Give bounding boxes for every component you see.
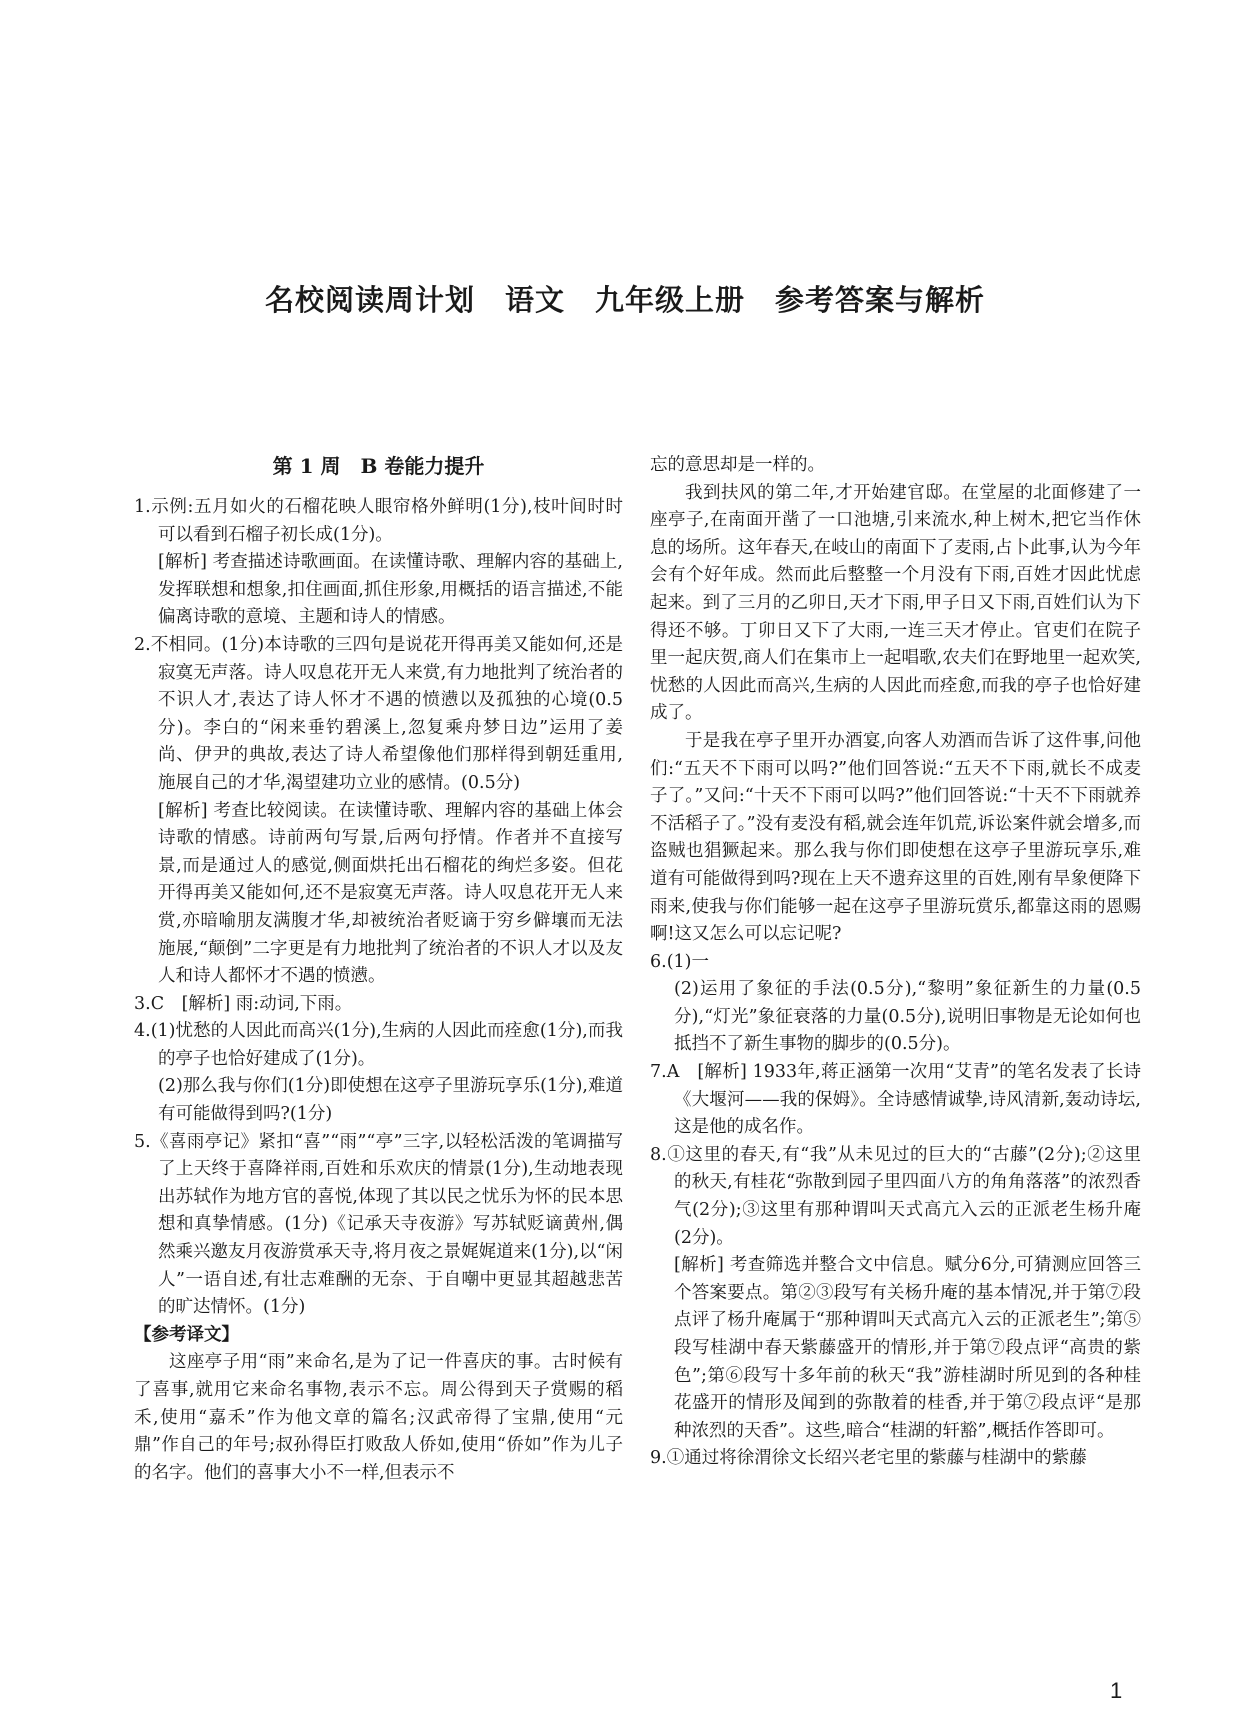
reference-translation-continuation: 忘的意思却是一样的。 bbox=[650, 455, 825, 475]
question-7-answer: 7.A [解析] 1933年,蒋正涵第一次用“艾青”的笔名发表了长诗《大堰河——我的保姆》。全诗感情诚挚,诗风清新,轰动诗坛,这是他的成名作。 bbox=[650, 1062, 1141, 1138]
week-title: 第 1 周 B 卷能力提升 bbox=[272, 454, 485, 478]
question-1-analysis: [解析] 考查描述诗歌画面。在读懂诗歌、理解内容的基础上,发挥联想和想象,扣住画面,抓住形象,用概括的语言描述,不能偏离诗歌的意境、主题和诗人的情感。 bbox=[158, 552, 623, 628]
question-6-part-1: 6.(1)一 bbox=[650, 951, 709, 972]
reference-translation-paragraph-2: 我到扶风的第二年,才开始建官邸。在堂屋的北面修建了一座亭子,在南面开凿了一口池塘,引来流水,种上树木,把它当作休息的场所。这年春天,在岐山的南面下了麦雨,占卜此事,认为今年会有个好年成。然而此后整整一个月没有下雨,百姓才因此忧虑起来。到了三月的乙卯日,天才下雨,甲子日又下雨,百姓们认为下得还不够。丁卯日又下了大雨,一连三天才停止。官吏们在院子里一起庆贺,商人们在集市上一起唱歌,农夫们在野地里一起欢笑,忧愁的人因此而高兴,生病的人因此而痊愈,而我的亭子也恰好建成了。 bbox=[650, 482, 1141, 724]
reference-translation-paragraph-1: 这座亭子用“雨”来命名,是为了记一件喜庆的事。古时候有了喜事,就用它来命名事物,表示不忘。周公得到天子赏赐的稻禾,使用“嘉禾”作为他文章的篇名;汉武帝得了宝鼎,使用“元鼎”作自己的年号;叔孙得臣打败敌人侨如,使用“侨如”作为儿子的名字。他们的喜事大小不一样,但表示不 bbox=[134, 1352, 623, 1483]
question-8-analysis: [解析] 考查筛选并整合文中信息。赋分6分,可猜测应回答三个答案要点。第②③段写有关杨升庵的基本情况,并于第⑦段点评了杨升庵属于“那种谓叫天式高亢入云的正派老生”;第⑤段写桂湖中春天紫藤盛开的情形,并于第⑦段点评“高贵的紫色”;第⑥段写十多年前的秋天“我”游桂湖时所见到的各种桂花盛开的情形及闻到的弥散着的桂香,并于第⑦段点评“是那种浓烈的天香”。这些,暗合“桂湖的轩豁”,概括作答即可。 bbox=[674, 1255, 1141, 1441]
question-3-answer: 3.C [解析] 雨:动词,下雨。 bbox=[134, 993, 353, 1014]
question-6-part-2: (2)运用了象征的手法(0.5分),“黎明”象征新生的力量(0.5分),“灯光”象征衰落的力量(0.5分),说明旧事物是无论如何也抵挡不了新生事物的脚步的(0.5分)。 bbox=[674, 979, 1141, 1055]
question-9-answer: 9.①通过将徐渭徐文长绍兴老宅里的紫藤与桂湖中的紫藤 bbox=[650, 1448, 1087, 1469]
question-4-part-2: (2)那么我与你们(1分)即使想在这亭子里游玩享乐(1分),难道有可能做得到吗?(1分) bbox=[158, 1076, 623, 1125]
reference-translation-paragraph-3: 于是我在亭子里开办酒宴,向客人劝酒而告诉了这件事,问他们:“五天不下雨可以吗?”他们回答说:“五天不下雨,就长不成麦子了。”又问:“十天不下雨可以吗?”他们回答说:“十天不下雨就养不活稻子了。”没有麦没有稻,就会连年饥荒,诉讼案件就会增多,而盗贼也猖獗起来。那么我与你们即使想在这亭子里游玩享乐,难道有可能做得到吗?现在上天不遗弃这里的百姓,刚有旱象便降下雨来,使我与你们能够一起在这亭子里游玩赏乐,都靠这雨的恩赐啊!这又怎么可以忘记呢? bbox=[650, 730, 1141, 945]
question-4-part-1: 4.(1)忧愁的人因此而高兴(1分),生病的人因此而痊愈(1分),而我的亭子也恰好建成了(1分)。 bbox=[134, 1021, 623, 1069]
left-column bbox=[134, 452, 623, 1487]
question-1-answer: 1.示例:五月如火的石榴花映人眼帘格外鲜明(1分),枝叶间时时可以看到石榴子初长成(1分)。 bbox=[134, 497, 623, 545]
question-2-answer: 2.不相同。(1分)本诗歌的三四句是说花开得再美又能如何,还是寂寞无声落。诗人叹息花开无人来赏,有力地批判了统治者的不识人才,表达了诗人怀才不遇的愤懑以及孤独的心境(0.5分)。李白的“闲来垂钓碧溪上,忽复乘舟梦日边”运用了姜尚、伊尹的典故,表达了诗人希望像他们那样得到朝廷重用,施展自己的才华,渴望建功立业的感情。(0.5分) bbox=[134, 634, 623, 793]
page-title: 名校阅读周计划 语文 九年级上册 参考答案与解析 bbox=[264, 283, 985, 317]
question-5-answer: 5.《喜雨亭记》紧扣“喜”“雨”“亭”三字,以轻松活泼的笔调描写了上天终于喜降祥雨,百姓和乐欢庆的情景(1分),生动地表现出苏轼作为地方官的喜悦,体现了其以民之忧乐为怀的民本思想和真挚情感。(1分)《记承天寺夜游》写苏轼贬谪黄州,偶然乘兴邀友月夜游赏承天寺,将月夜之景娓娓道来(1分),以“闲人”一语自述,有壮志难酬的无奈、于自嘲中更显其超越悲苦的旷达情怀。(1分) bbox=[134, 1131, 623, 1318]
question-8-answer: 8.①这里的春天,有“我”从未见过的巨大的“古藤”(2分);②这里的秋天,有桂花“弥散到园子里四面八方的角角落落”的浓烈香气(2分);③这里有那种谓叫天式高亢入云的正派老生杨升庵(2分)。 bbox=[650, 1144, 1141, 1248]
page-number: 1 bbox=[1110, 1678, 1123, 1703]
question-2-analysis: [解析] 考查比较阅读。在读懂诗歌、理解内容的基础上体会诗歌的情感。诗前两句写景,后两句抒情。作者并不直接写景,而是通过人的感觉,侧面烘托出石榴花的绚烂多姿。但花开得再美又能如何,还不是寂寞无声落。诗人叹息花开无人来赏,亦暗喻朋友满腹才华,却被统治者贬谪于穷乡僻壤而无法施展,“颠倒”二字更是有力地批判了统治者的不识人才以及友人和诗人都怀才不遇的愤懑。 bbox=[158, 800, 623, 987]
right-column bbox=[650, 452, 1141, 1473]
reference-translation-title: 【参考译文】 bbox=[134, 1324, 239, 1345]
